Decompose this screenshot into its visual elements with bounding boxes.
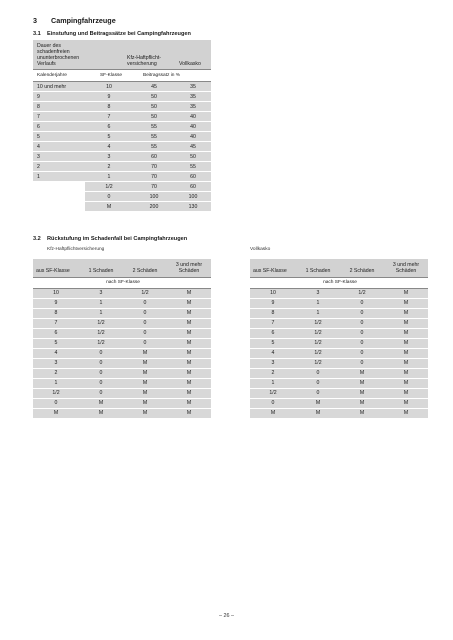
table-cell: 1/2 <box>250 388 296 398</box>
table-row <box>250 328 428 338</box>
table-cell: 100 <box>175 192 211 202</box>
table-caption-vollkasko: Vollkasko <box>250 247 271 252</box>
table-row <box>250 408 428 418</box>
section-number: 3 <box>33 16 37 25</box>
table-cell: M <box>384 308 428 318</box>
table-cell: 1/2 <box>79 318 123 328</box>
table-cell: M <box>296 408 340 418</box>
table-row <box>250 308 428 318</box>
table-cell: M <box>123 398 167 408</box>
table-cell: 10 <box>33 288 79 298</box>
table-cell: 35 <box>175 82 211 92</box>
table-cell: M <box>85 202 133 212</box>
table-cell: 0 <box>340 348 384 358</box>
table-row <box>250 348 428 358</box>
table-cell: 4 <box>250 348 296 358</box>
table-cell: 0 <box>340 298 384 308</box>
table-cell: 4 <box>85 142 133 152</box>
table-row <box>33 388 211 398</box>
table-row <box>250 388 428 398</box>
subheader-years: Kalenderjahre <box>33 70 85 82</box>
table-cell: 0 <box>340 328 384 338</box>
table-body <box>33 82 211 212</box>
table-row <box>250 288 428 298</box>
table-cell: M <box>123 368 167 378</box>
table-header-row <box>33 40 211 70</box>
section-title: Campingfahrzeuge <box>51 16 116 25</box>
subheader-to-class: nach SF-Klasse <box>79 277 167 288</box>
table-cell: M <box>340 368 384 378</box>
table-cell: 3 <box>79 288 123 298</box>
table-cell: 130 <box>175 202 211 212</box>
table-row <box>33 288 211 298</box>
table-cell: 0 <box>123 318 167 328</box>
table-cell: 3 <box>296 288 340 298</box>
table-cell: 50 <box>133 92 175 102</box>
table-cell: M <box>340 408 384 418</box>
header-two-claims: 2 Schäden <box>340 259 384 277</box>
table-cell: 70 <box>133 162 175 172</box>
table-cell: 3 <box>33 152 85 162</box>
table-row <box>250 318 428 328</box>
table-cell: 3 <box>33 358 79 368</box>
table-cell: M <box>384 398 428 408</box>
table-cell: M <box>340 378 384 388</box>
table-cell: 6 <box>33 328 79 338</box>
header-liability: Kfz-Haftpflicht-versicherung <box>85 40 175 70</box>
table-row <box>33 318 211 328</box>
table-cell: 35 <box>175 92 211 102</box>
downgrade-table-vollkasko <box>250 259 428 419</box>
table-cell: M <box>250 408 296 418</box>
table-subheader-row <box>33 277 211 288</box>
table-cell: 0 <box>340 318 384 328</box>
table-cell: 1/2 <box>123 288 167 298</box>
table-cell: M <box>384 298 428 308</box>
table-cell: 100 <box>133 192 175 202</box>
table-cell: 5 <box>250 338 296 348</box>
table-row <box>33 348 211 358</box>
table-cell: 7 <box>33 112 85 122</box>
table-cell: 0 <box>123 298 167 308</box>
table-body <box>250 288 428 418</box>
table-cell: M <box>167 318 211 328</box>
table-cell: 6 <box>33 122 85 132</box>
table-caption-liability: Kfz-Haftpflichtversicherung <box>47 247 105 252</box>
table-cell: M <box>123 388 167 398</box>
table-cell: M <box>384 288 428 298</box>
table-cell: M <box>384 408 428 418</box>
table-cell <box>33 182 85 192</box>
header-from-class: aus SF-Klasse <box>33 259 79 277</box>
table-cell: 0 <box>79 388 123 398</box>
table-cell: 1/2 <box>79 338 123 348</box>
subsection-heading-1 <box>33 31 191 37</box>
table-cell: 4 <box>33 142 85 152</box>
table-cell: M <box>123 348 167 358</box>
table-cell: M <box>123 408 167 418</box>
table-cell: 55 <box>133 122 175 132</box>
table-cell: 1 <box>33 378 79 388</box>
table-cell: 40 <box>175 112 211 122</box>
table-cell: M <box>79 398 123 408</box>
subsection-number: 3.1 <box>33 31 41 37</box>
table-cell: 40 <box>175 132 211 142</box>
header-three-claims: 3 und mehr Schäden <box>167 259 211 277</box>
section-heading <box>33 16 116 25</box>
table-cell: 60 <box>175 172 211 182</box>
table-row <box>33 368 211 378</box>
table-row <box>250 368 428 378</box>
table-body <box>33 288 211 418</box>
table-row <box>33 408 211 418</box>
header-vollkasko: Vollkasko <box>175 40 211 70</box>
table-cell: 9 <box>250 298 296 308</box>
table-cell: 10 und mehr <box>33 82 85 92</box>
table-row <box>250 338 428 348</box>
table-cell: 60 <box>175 182 211 192</box>
table-cell: 1/2 <box>79 328 123 338</box>
table-header-row <box>33 259 211 277</box>
table-cell: 0 <box>340 308 384 318</box>
subsection-title: Einstufung und Beitragssätze bei Campingfahrzeugen <box>47 31 191 37</box>
header-one-claim: 1 Schaden <box>296 259 340 277</box>
table-cell: M <box>340 388 384 398</box>
table-cell: 1/2 <box>85 182 133 192</box>
table-subheader-row <box>33 70 211 82</box>
table-cell: 1 <box>33 172 85 182</box>
table-cell: 0 <box>33 398 79 408</box>
table-cell: 8 <box>33 308 79 318</box>
table-row <box>33 92 211 102</box>
table-cell: 5 <box>33 132 85 142</box>
table-cell: M <box>167 408 211 418</box>
table-cell: M <box>384 388 428 398</box>
table-cell: 0 <box>79 378 123 388</box>
table-cell: 1 <box>79 308 123 318</box>
table-cell: 1/2 <box>296 358 340 368</box>
table-cell: 0 <box>79 348 123 358</box>
table-cell: 70 <box>133 182 175 192</box>
table-cell: M <box>384 338 428 348</box>
table-cell: M <box>167 358 211 368</box>
table-cell: 7 <box>250 318 296 328</box>
table-row <box>33 308 211 318</box>
table-cell: 0 <box>123 338 167 348</box>
table-cell: M <box>384 358 428 368</box>
table-cell: 60 <box>133 152 175 162</box>
table-cell: 5 <box>85 132 133 142</box>
header-two-claims: 2 Schäden <box>123 259 167 277</box>
table-cell: 50 <box>133 102 175 112</box>
table-cell: 2 <box>85 162 133 172</box>
subsection-heading-2 <box>33 236 187 242</box>
table-cell: 7 <box>85 112 133 122</box>
header-duration: Dauer des schadenfreien ununterbrochenen Verlaufs <box>33 40 85 70</box>
table-cell: 1/2 <box>296 338 340 348</box>
table-cell: 40 <box>175 122 211 132</box>
table-row <box>33 398 211 408</box>
table-row <box>33 182 211 192</box>
table-cell: 0 <box>340 338 384 348</box>
table-cell: 0 <box>296 368 340 378</box>
table-cell: M <box>79 408 123 418</box>
table-cell: 2 <box>33 368 79 378</box>
table-cell: 2 <box>250 368 296 378</box>
table-cell: M <box>384 348 428 358</box>
table-cell: 8 <box>250 308 296 318</box>
table-cell: 1 <box>79 298 123 308</box>
table-row <box>33 102 211 112</box>
table-cell: 200 <box>133 202 175 212</box>
table-cell: 8 <box>85 102 133 112</box>
table-cell: 0 <box>296 388 340 398</box>
table-row <box>33 82 211 92</box>
table-cell: 2 <box>33 162 85 172</box>
table-cell <box>33 202 85 212</box>
table-row <box>33 202 211 212</box>
table-row <box>33 338 211 348</box>
table-cell: M <box>167 298 211 308</box>
table-cell: 1/2 <box>296 348 340 358</box>
subheader-rate: Beitragssatz in % <box>133 70 211 82</box>
table-cell: 0 <box>250 398 296 408</box>
table-cell: 10 <box>250 288 296 298</box>
table-cell: 9 <box>33 298 79 308</box>
table-row <box>33 328 211 338</box>
table-cell: 55 <box>175 162 211 172</box>
table-cell: 1/2 <box>296 318 340 328</box>
table-cell: M <box>167 368 211 378</box>
table-cell: M <box>384 378 428 388</box>
table-cell: M <box>167 398 211 408</box>
header-from-class: aus SF-Klasse <box>250 259 296 277</box>
header-one-claim: 1 Schaden <box>79 259 123 277</box>
table-cell: 45 <box>175 142 211 152</box>
table-cell: M <box>384 328 428 338</box>
table-row <box>250 298 428 308</box>
table-cell: M <box>167 348 211 358</box>
table-cell: 9 <box>85 92 133 102</box>
table-row <box>33 132 211 142</box>
table-row <box>33 192 211 202</box>
table-cell: 1 <box>85 172 133 182</box>
table-cell: 4 <box>33 348 79 358</box>
table-row <box>33 298 211 308</box>
table-row <box>33 162 211 172</box>
table-cell: M <box>123 378 167 388</box>
table-row <box>33 172 211 182</box>
subsection-number: 3.2 <box>33 236 41 242</box>
table-cell: 0 <box>296 378 340 388</box>
table-cell: 70 <box>133 172 175 182</box>
table-cell: 9 <box>33 92 85 102</box>
table-cell: 5 <box>33 338 79 348</box>
table-cell: M <box>33 408 79 418</box>
table-cell: M <box>167 288 211 298</box>
header-three-claims: 3 und mehr Schäden <box>384 259 428 277</box>
table-cell: 35 <box>175 102 211 112</box>
table-row <box>33 142 211 152</box>
table-cell: 0 <box>123 308 167 318</box>
classification-table <box>33 40 211 212</box>
subheader-to-class: nach SF-Klasse <box>296 277 384 288</box>
table-cell: 55 <box>133 132 175 142</box>
table-cell: 1 <box>250 378 296 388</box>
subheader-sf-class: SF-Klasse <box>85 70 133 82</box>
table-cell: M <box>296 398 340 408</box>
table-cell: 0 <box>79 358 123 368</box>
table-cell: 8 <box>33 102 85 112</box>
table-cell: 1 <box>296 308 340 318</box>
table-cell: 0 <box>79 368 123 378</box>
table-row <box>33 122 211 132</box>
table-subheader-row <box>250 277 428 288</box>
table-cell: 55 <box>133 142 175 152</box>
table-cell: 0 <box>340 358 384 368</box>
table-cell: 45 <box>133 82 175 92</box>
table-cell: 6 <box>85 122 133 132</box>
table-cell: 1/2 <box>296 328 340 338</box>
table-row <box>33 112 211 122</box>
table-cell: 0 <box>85 192 133 202</box>
table-cell: 3 <box>85 152 133 162</box>
table-cell: M <box>167 328 211 338</box>
table-row <box>250 398 428 408</box>
table-cell: M <box>123 358 167 368</box>
table-cell: 10 <box>85 82 133 92</box>
table-header-row <box>250 259 428 277</box>
table-cell: M <box>167 308 211 318</box>
downgrade-table-liability <box>33 259 211 419</box>
table-cell: 0 <box>123 328 167 338</box>
table-cell: M <box>167 378 211 388</box>
table-cell: 6 <box>250 328 296 338</box>
table-cell: M <box>340 398 384 408</box>
table-row <box>33 358 211 368</box>
table-cell: 1 <box>296 298 340 308</box>
table-row <box>33 378 211 388</box>
page-number: – 26 – <box>219 613 234 619</box>
table-cell: M <box>167 388 211 398</box>
table-cell: 7 <box>33 318 79 328</box>
table-cell <box>33 192 85 202</box>
table-cell: M <box>167 338 211 348</box>
table-cell: M <box>384 368 428 378</box>
table-cell: 3 <box>250 358 296 368</box>
table-cell: 1/2 <box>340 288 384 298</box>
table-cell: 50 <box>175 152 211 162</box>
table-cell: M <box>384 318 428 328</box>
table-cell: 50 <box>133 112 175 122</box>
table-cell: 1/2 <box>33 388 79 398</box>
subsection-title: Rückstufung im Schadenfall bei Campingfahrzeugen <box>47 236 188 242</box>
table-row <box>250 358 428 368</box>
table-row <box>250 378 428 388</box>
table-row <box>33 152 211 162</box>
